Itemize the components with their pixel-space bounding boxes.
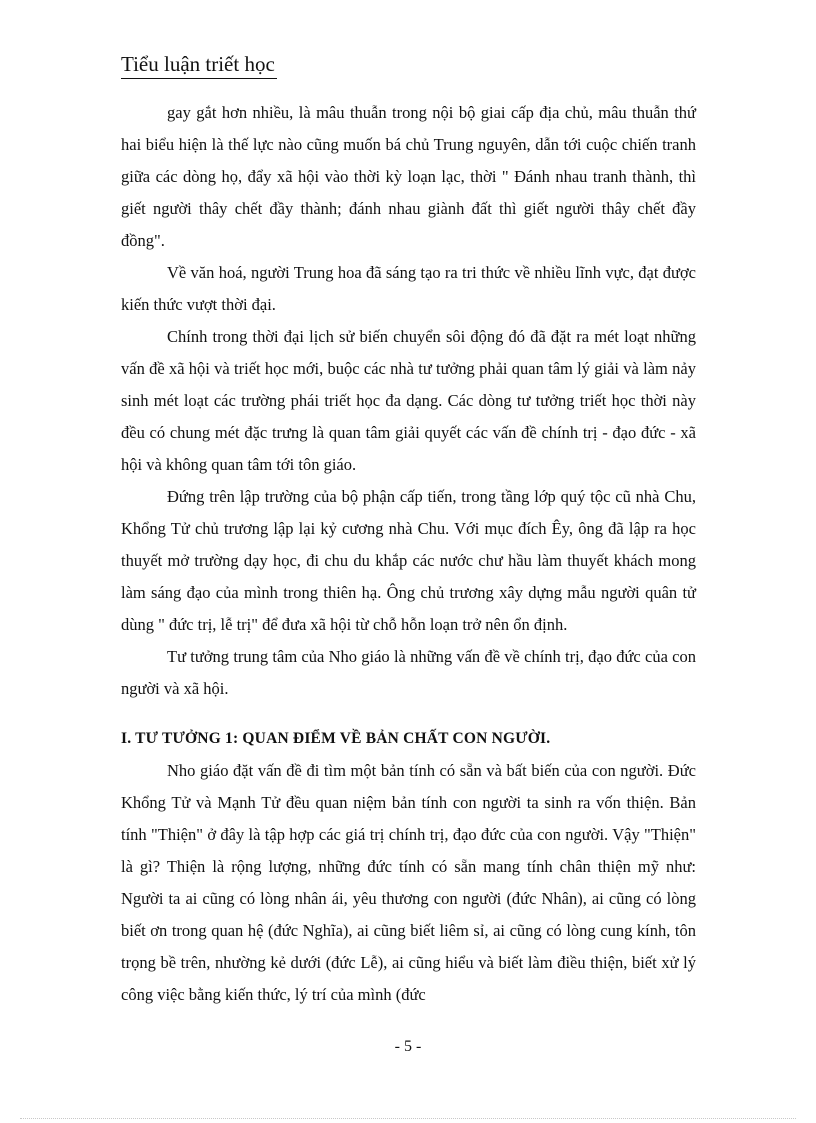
page-header-title: Tiểu luận triết học: [121, 50, 277, 79]
paragraph-4: Đứng trên lập trường của bộ phận cấp tiến, trong tầng lớp quý tộc cũ nhà Chu, Khổng Tử chủ trương lập lại kỷ cương nhà Chu. Với mục đích Êy, ông đã lập ra học thuyết mở trường dạy học, đi chu du khắp các nước chư hầu làm thuyết khách mong làm sáng đạo của mình trong thiên hạ. Ông chủ trương xây dựng mẫu người quân tử dùng " đức trị, lễ trị" để đưa xã hội từ chỗ hỗn loạn trở nên ổn định.: [121, 487, 696, 634]
page-bottom-divider: [20, 1118, 796, 1119]
paragraph-3: Chính trong thời đại lịch sử biến chuyển sôi động đó đã đặt ra mét loạt những vấn đề xã hội và triết học mới, buộc các nhà tư tưởng phải quan tâm lý giải và làm nảy sinh mét loạt các trường phái triết học đa dạng. Các dòng tư tưởng triết học thời này đều có chung mét đặc trưng là quan tâm giải quyết các vấn đề chính trị - đạo đức - xã hội và không quan tâm tới tôn giáo.: [121, 327, 696, 474]
body-text: [121, 97, 696, 1011]
page-number: - 5 -: [394, 1038, 422, 1055]
paragraph-5: Tư tưởng trung tâm của Nho giáo là những vấn đề về chính trị, đạo đức của con người và xã hội.: [121, 647, 696, 698]
section-paragraph-1: Nho giáo đặt vấn đề đi tìm một bản tính có sẵn và bất biến của con người. Đức Khổng Tử và Mạnh Tử đều quan niệm bản tính con người ta sinh ra vốn thiện. Bản tính "Thiện" ở đây là tập hợp các giá trị chính trị, đạo đức của con người. Vậy "Thiện" là gì? Thiện là rộng lượng, những đức tính có sẵn mang tính chân thiện mỹ như: Người ta ai cũng có lòng nhân ái, yêu thương con người (đức Nhân), ai cũng có lòng biết ơn trong quan hệ (đức Nghĩa), ai cũng biết liêm sỉ, ai cũng có lòng cung kính, tôn trọng bề trên, nhường kẻ dưới (đức Lễ), ai cũng hiểu và biết làm điều thiện, biết xử lý công việc bằng kiến thức, lý trí của mình (đức: [121, 761, 696, 1004]
paragraph-2: Về văn hoá, người Trung hoa đã sáng tạo ra tri thức về nhiều lĩnh vực, đạt được kiến thức vượt thời đại.: [121, 263, 696, 314]
section-heading: I. TƯ TƯỞNG 1: QUAN ĐIỂM VỀ BẢN CHẤT CON NGƯỜI.: [121, 730, 551, 747]
paragraph-1: gay gắt hơn nhiều, là mâu thuẫn trong nội bộ giai cấp địa chủ, mâu thuẫn thứ hai biểu hiện là thế lực nào cũng muốn bá chủ Trung nguyên, dẫn tới cuộc chiến tranh giữa các dòng họ, đẩy xã hội vào thời kỳ loạn lạc, thời " Đánh nhau tranh thành, thì giết người thây chết đầy thành; đánh nhau giành đất thì giết người thây chết đầy đồng".: [121, 103, 696, 250]
